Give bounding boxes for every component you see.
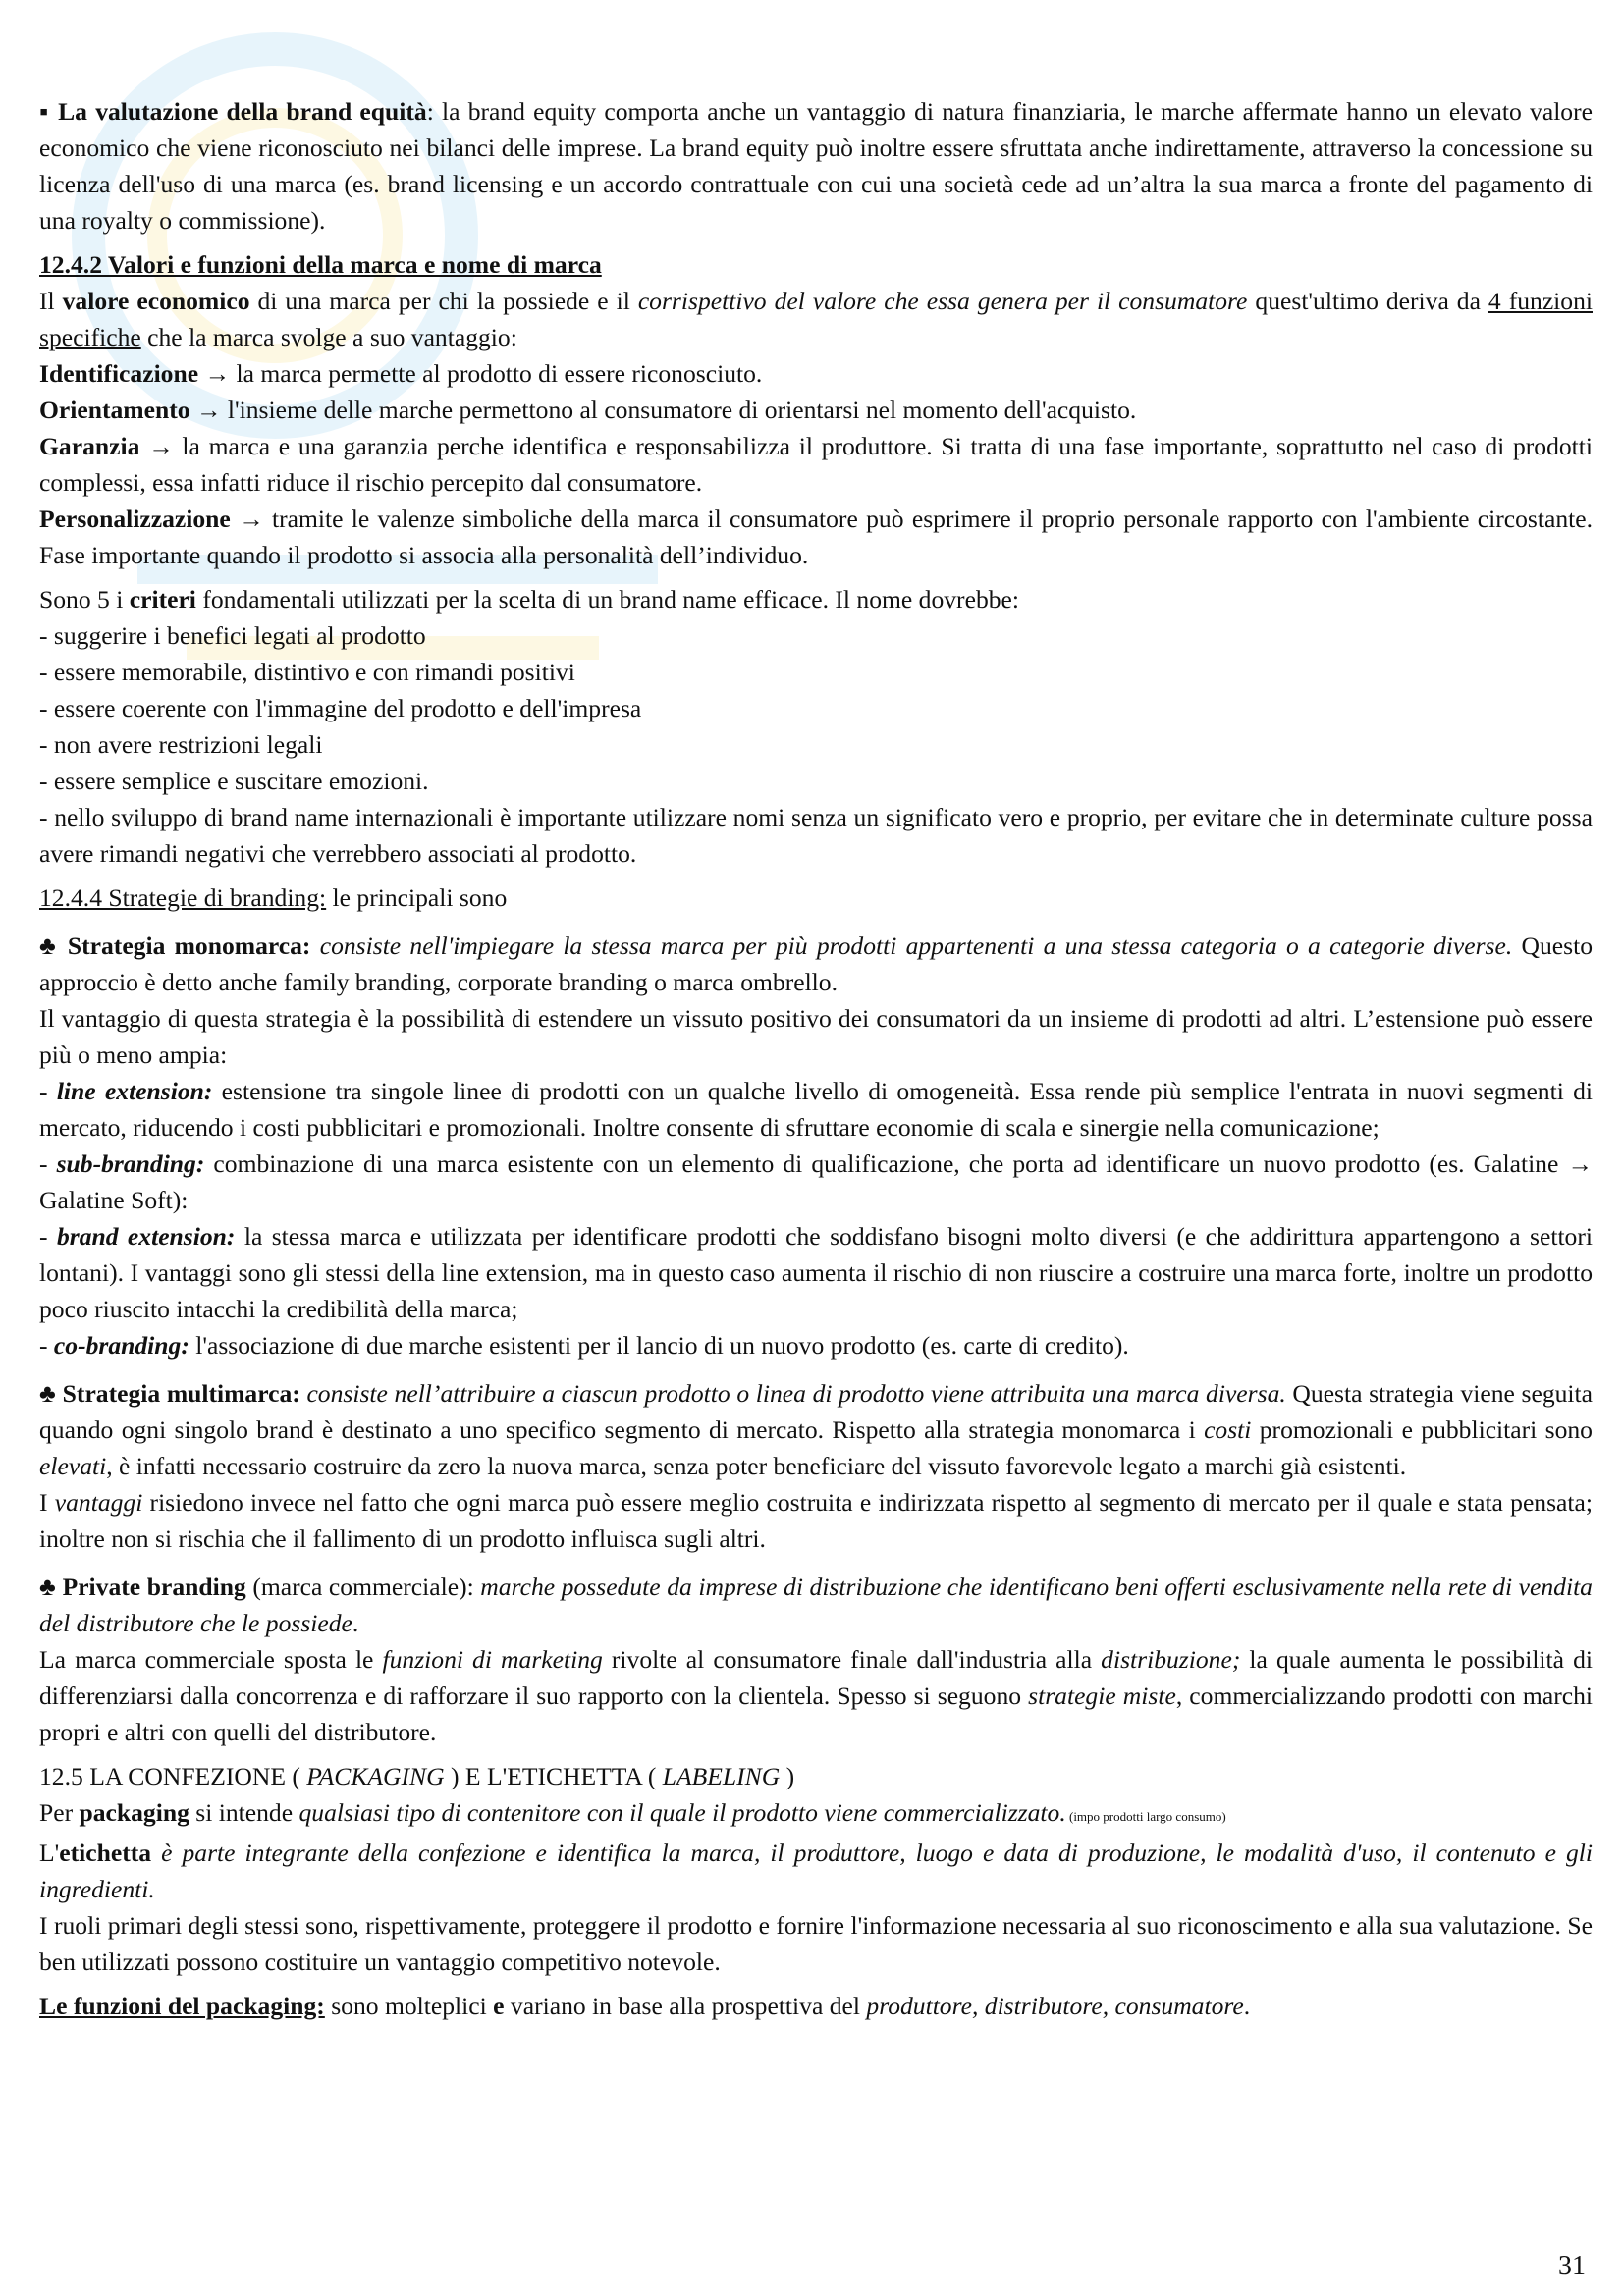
- marca-commerciale-paragraph: La marca commerciale sposta le funzioni di marketing rivolte al consumatore finale dall'industria alla distribuzione; la quale aumenta le possibilità di differenziarsi dalla concorrenza e di rafforzare il suo rapporto con la clientela. Spesso si seguono strategie miste, commercializzando prodotti con marchi propri e altri con quelli del distributore.: [39, 1645, 1593, 1746]
- function-personalizzazione: Personalizzazione → tramite le valenze simboliche della marca il consumatore può esprimere il proprio personale rapporto con l'ambiente circostante. Fase importante quando il prodotto si associa alla personalità dell’individuo.: [39, 505, 1593, 569]
- section-125-heading: 12.5 LA CONFEZIONE ( PACKAGING ) E L'ETICHETTA ( LABELING ): [39, 1762, 795, 1790]
- brand-equity-title: La valutazione della brand equità: [58, 97, 427, 126]
- club-icon: ♣: [39, 1573, 56, 1601]
- function-identificazione: Identificazione → la marca permette al prodotto di essere riconosciuto.: [39, 359, 763, 388]
- criteria-list-item: - essere coerente con l'immagine del prodotto e dell'impresa: [39, 694, 642, 722]
- document-page: [39, 93, 1593, 2024]
- valore-economico-paragraph: Il valore economico di una marca per chi la possiede e il corrispettivo del valore che essa genera per il consumatore quest'ultimo deriva da 4 funzioni specifiche che la marca svolge a suo vantaggio:: [39, 287, 1593, 351]
- etichetta-definition: L'etichetta è parte integrante della confezione e identifica la marca, il produttore, luogo e data di produzione, le modalità d'uso, il contenuto e gli ingredienti.: [39, 1839, 1593, 1903]
- strategia-monomarca-paragraph: ♣ Strategia monomarca: consiste nell'impiegare la stessa marca per più prodotti appartenenti a una stessa categoria o a categorie diverse. Questo approccio è detto anche family branding, corporate branding o marca ombrello.: [39, 932, 1594, 996]
- criteria-list-item: - essere semplice e suscitare emozioni.: [39, 767, 429, 795]
- club-icon: ♣: [39, 1379, 57, 1408]
- strategia-multimarca-paragraph: ♣ Strategia multimarca: consiste nell’attribuire a ciascun prodotto o linea di prodotto viene attribuita una marca diversa. Questa strategia viene seguita quando ogni singolo brand è destinato a uno specifico segmento di mercato. Rispetto alla strategia monomarca i costi promozionali e pubblicitari sono elevati, è infatti necessario costruire da zero la nuova marca, senza poter beneficiare del vissuto favorevole legato a marchi già esistenti.: [39, 1379, 1594, 1480]
- packaging-definition: Per packaging si intende qualsiasi tipo di contenitore con il quale il prodotto viene commercializzato. (impo prodotti largo consumo): [39, 1798, 1226, 1827]
- function-orientamento: Orientamento → l'insieme delle marche permettono al consumatore di orientarsi nel momento dell'acquisto.: [39, 396, 1137, 424]
- sub-branding-item: - sub-branding: combinazione di una marca esistente con un elemento di qualificazione, che porta ad identificare un nuovo prodotto (es. Galatine → Galatine Soft):: [39, 1149, 1593, 1214]
- line-extension-item: - line extension: estensione tra singole linee di prodotti con un qualche livello di omogeneità. Essa rende più semplice l'entrata in nuovi segmenti di mercato, riducendo i costi pubblicitari e promozionali. Inoltre consente di sfruttare economie di scala e sinergie nella comunicazione;: [39, 1077, 1594, 1142]
- brand-extension-item: - brand extension: la stessa marca e utilizzata per identificare prodotti che soddisfano bisogni molto diversi (e che addirittura appartengono a settori lontani). I vantaggi sono gli stessi della line extension, ma in questo caso aumenta il rischio di non riuscire a costruire una marca forte, inoltre un prodotto poco riuscito intacchi la credibilità della marca;: [39, 1222, 1593, 1323]
- criteria-list-item: - suggerire i benefici legati al prodotto: [39, 621, 426, 650]
- section-1242-heading: 12.4.2 Valori e funzioni della marca e nome di marca: [39, 250, 602, 279]
- criteria-list-item: - nello sviluppo di brand name internazionali è importante utilizzare nomi senza un significato vero e proprio, per evitare che in determinate culture possa avere rimandi negativi che verrebbero associati al prodotto.: [39, 803, 1593, 868]
- page-number: 31: [1558, 2251, 1586, 2281]
- multimarca-vantaggi-paragraph: I vantaggi risiedono invece nel fatto che ogni marca può essere meglio costruita e indirizzata rispetto al segmento di mercato per il quale e stata pensata; inoltre non si rischia che il fallimento di un prodotto influisca sugli altri.: [39, 1488, 1593, 1553]
- brand-equity-paragraph: ▪ La valutazione della brand equità: la brand equity comporta anche un vantaggio di natura finanziaria, le marche affermate hanno un elevato valore economico che viene riconosciuto nei bilanci delle imprese. La brand equity può inoltre essere sfruttata anche indirettamente, attraverso la concessione su licenza dell'uso di una marca (es. brand licensing e un accordo contrattuale con cui una società cede ad un’altra la sua marca a fronte del pagamento di una royalty o commissione).: [39, 97, 1593, 235]
- bullet: ▪: [39, 97, 50, 126]
- criteria-list-item: - non avere restrizioni legali: [39, 730, 323, 759]
- club-icon: ♣: [39, 932, 59, 960]
- function-garanzia: Garanzia → la marca e una garanzia perche identifica e responsabilizza il produttore. Si tratta di una fase importante, soprattutto nel caso di prodotti complessi, essa infatti riduce il rischio percepito dal consumatore.: [39, 432, 1593, 497]
- criteria-list-item: - essere memorabile, distintivo e con rimandi positivi: [39, 658, 575, 686]
- private-branding-paragraph: ♣ Private branding (marca commerciale): marche possedute da imprese di distribuzione che identificano beni offerti esclusivamente nella rete di vendita del distributore che le possiede.: [39, 1573, 1593, 1637]
- criteri-paragraph: Sono 5 i criteri fondamentali utilizzati per la scelta di un brand name efficace. Il nome dovrebbe:: [39, 585, 1020, 614]
- co-branding-item: - co-branding: l'associazione di due marche esistenti per il lancio di un nuovo prodotto (es. carte di credito).: [39, 1331, 1129, 1360]
- monomarca-vantaggio-paragraph: Il vantaggio di questa strategia è la possibilità di estendere un vissuto positivo dei consumatori da un insieme di prodotti ad altri. L’estensione può essere più o meno ampia:: [39, 1004, 1593, 1069]
- ruoli-paragraph: I ruoli primari degli stessi sono, rispettivamente, proteggere il prodotto e fornire l'informazione necessaria al suo riconoscimento e alla sua valutazione. Se ben utilizzati possono costituire un vantaggio competitivo notevole.: [39, 1911, 1593, 1976]
- section-1244-heading: 12.4.4 Strategie di branding: le principali sono: [39, 883, 508, 912]
- funzioni-packaging-paragraph: Le funzioni del packaging: sono molteplici e variano in base alla prospettiva del produttore, distributore, consumatore.: [39, 1992, 1251, 2020]
